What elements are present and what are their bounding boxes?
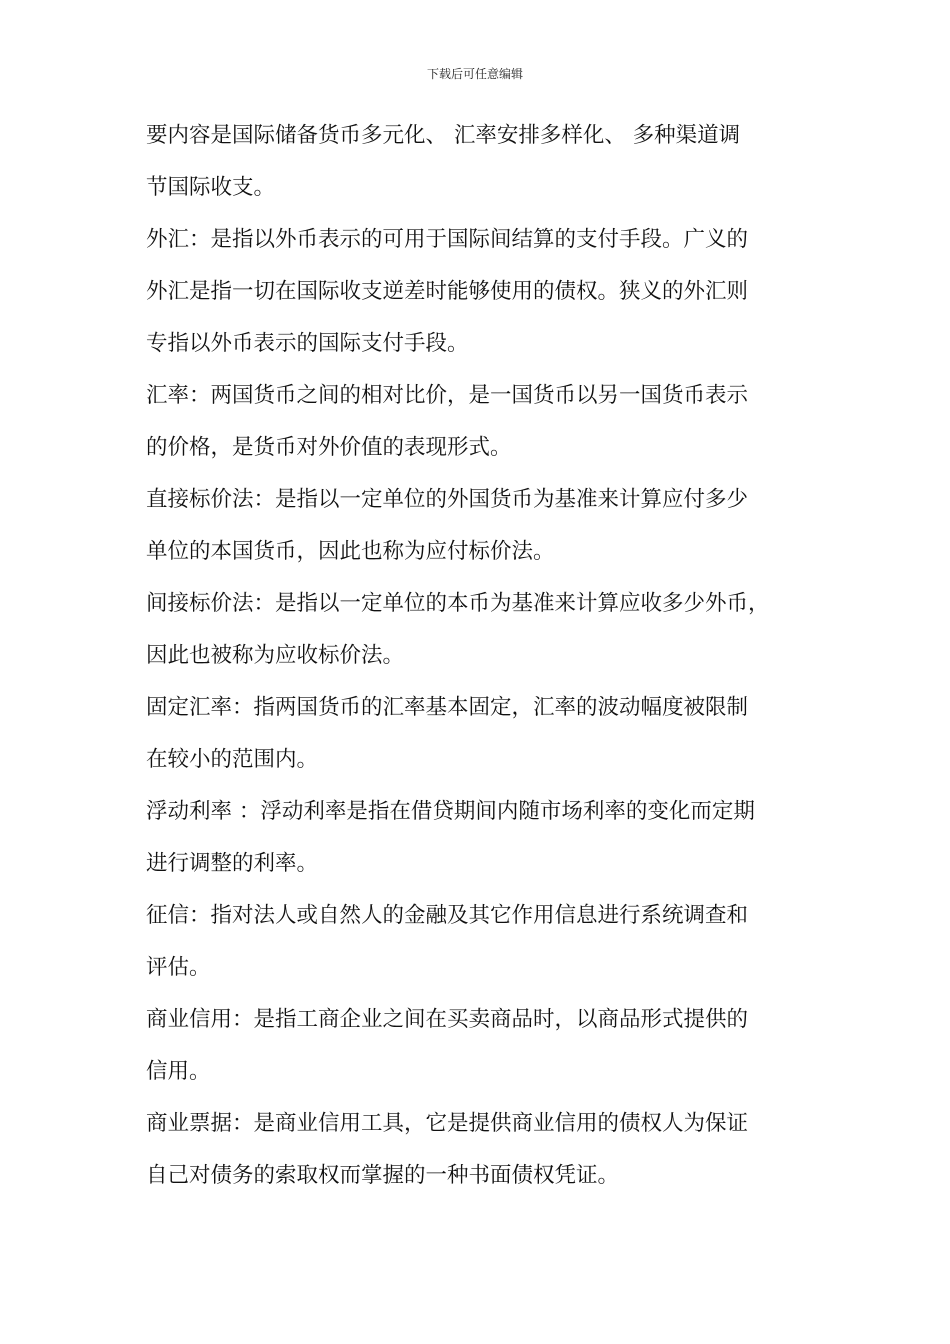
document-body <box>146 110 808 1202</box>
text-line: 在较小的范围内。 <box>146 747 319 772</box>
text-line: 专指以外币表示的国际支付手段。 <box>146 331 469 356</box>
text-line: 外汇是指一切在国际收支逆差时能够使用的债权。狭义的外汇则 <box>146 279 749 304</box>
text-line: 商业票据：是商业信用工具，它是提供商业信用的债权人为保证 <box>146 1111 749 1136</box>
text-line: 浮动利率 ：浮动利率是指在借贷期间内随市场利率的变化而定期 <box>146 799 755 824</box>
text-line: 单位的本国货币，因此也称为应付标价法。 <box>146 539 555 564</box>
text-line: 自己对债务的索取权而掌握的一种书面债权凭证。 <box>146 1163 620 1188</box>
text-line: 信用。 <box>146 1059 211 1084</box>
text-line: 征信：指对法人或自然人的金融及其它作用信息进行系统调查和 <box>146 903 749 928</box>
text-line: 节国际收支。 <box>146 175 276 200</box>
text-line: 固定汇率：指两国货币的汇率基本固定，汇率的波动幅度被限制 <box>146 695 749 720</box>
text-line: 商业信用：是指工商企业之间在买卖商品时，以商品形式提供的 <box>146 1007 749 1032</box>
text-line: 评估。 <box>146 955 211 980</box>
text-line: 间接标价法：是指以一定单位的本币为基准来计算应收多少外币， <box>146 591 770 616</box>
text-line: 的价格，是货币对外价值的表现形式。 <box>146 435 512 460</box>
text-line: 外汇：是指以外币表示的可用于国际间结算的支付手段。广义的 <box>146 227 749 252</box>
text-line: 进行调整的利率。 <box>146 851 319 876</box>
text-line: 要内容是国际储备货币多元化、 汇率安排多样化、 多种渠道调 <box>146 123 741 148</box>
text-line: 直接标价法：是指以一定单位的外国货币为基准来计算应付多少 <box>146 487 749 512</box>
text-line: 汇率：两国货币之间的相对比价，是一国货币以另一国货币表示 <box>146 383 749 408</box>
page-header: 下载后可任意编辑 <box>426 67 523 81</box>
text-line: 因此也被称为应收标价法。 <box>146 643 405 668</box>
